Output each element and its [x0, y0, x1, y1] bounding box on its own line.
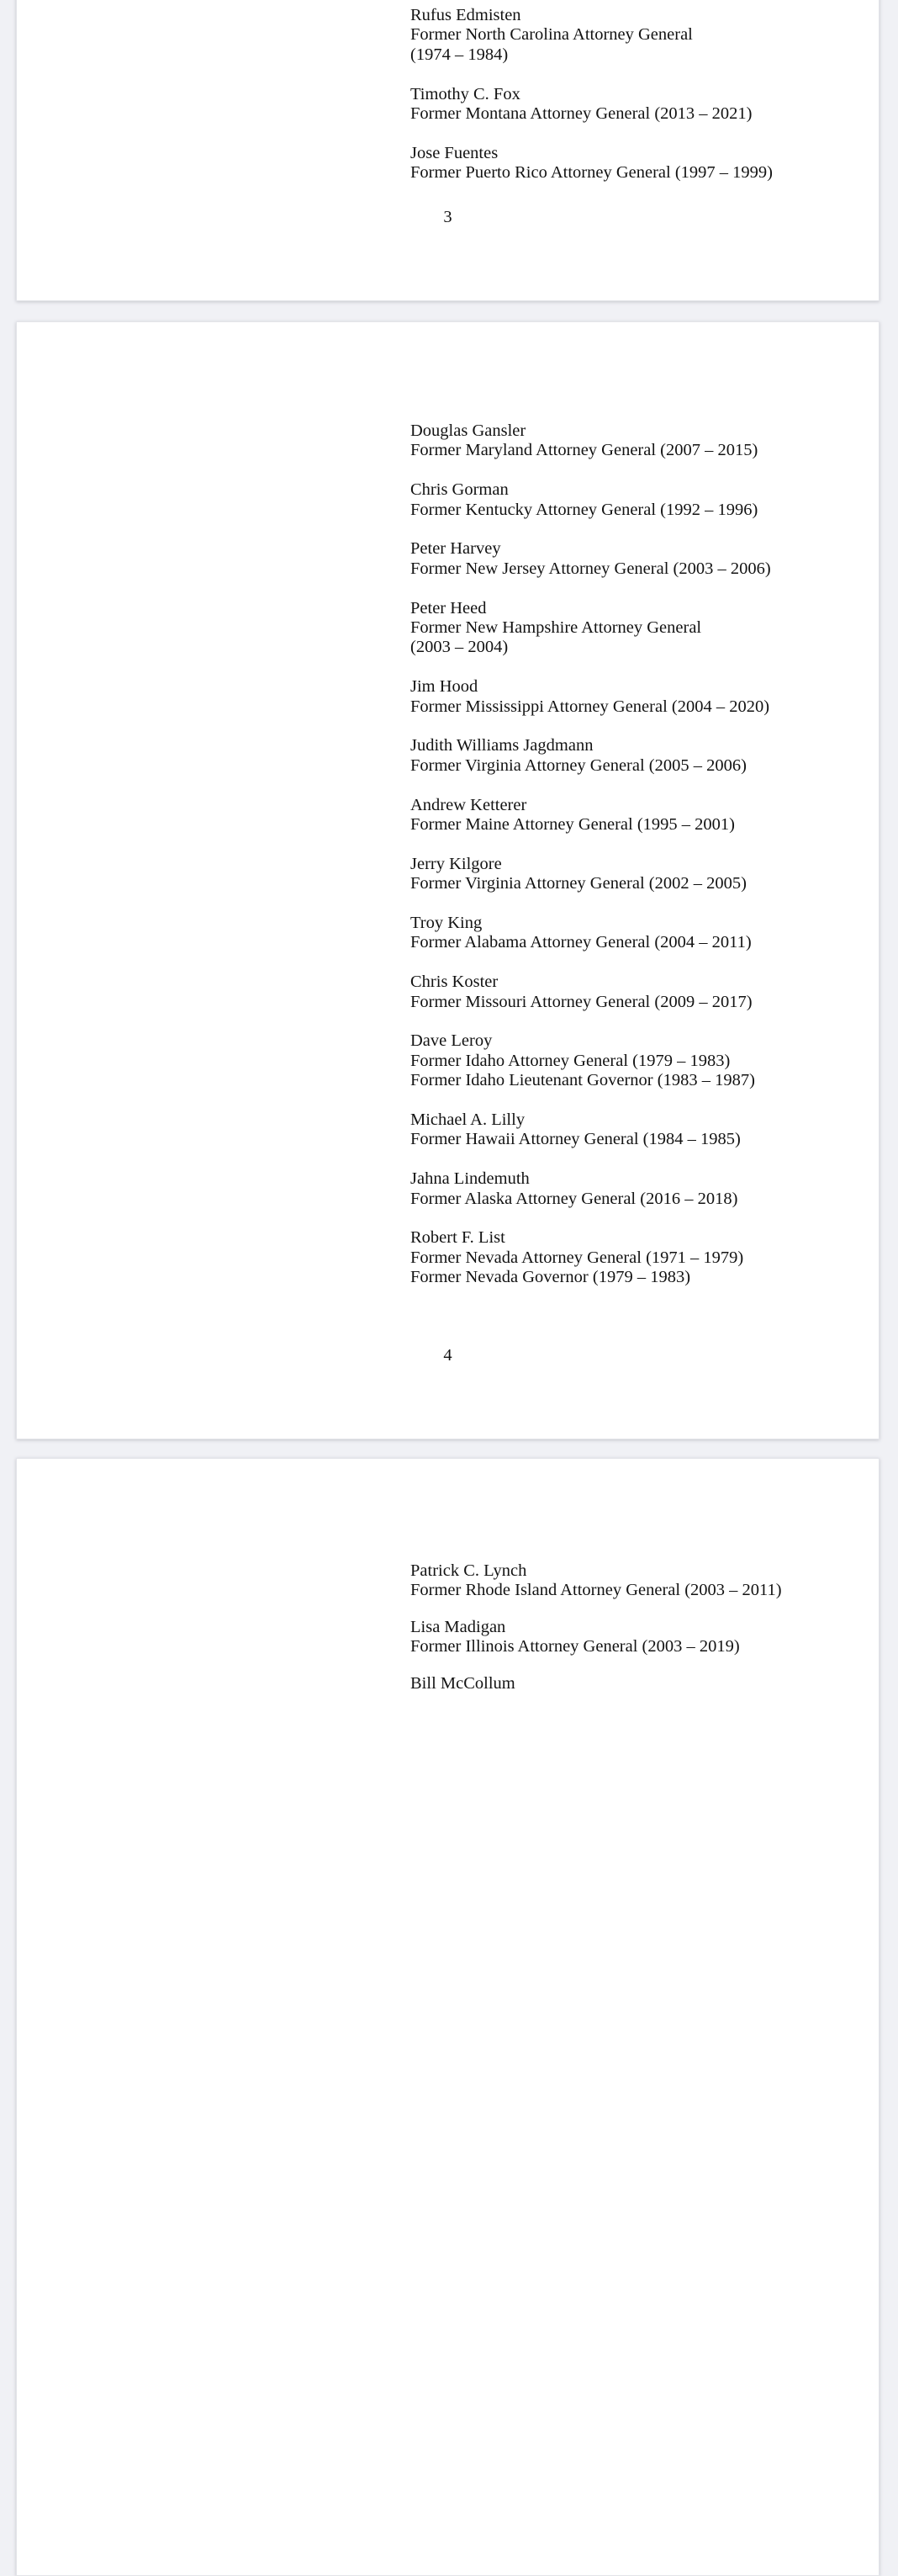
document-page-5: [16, 1458, 880, 2576]
person-entry: [410, 1618, 782, 1657]
person-name: Troy King: [410, 914, 483, 933]
page-5-entries: [410, 1561, 782, 1710]
person-name: Peter Heed: [410, 598, 487, 617]
person-entry: [410, 539, 771, 579]
person-entry: [410, 736, 771, 776]
person-title-line: Former Nevada Governor (1979 – 1983): [410, 1268, 691, 1287]
person-entry: [410, 1674, 782, 1693]
person-title-line: Former Hawaii Attorney General (1984 – 1985): [410, 1130, 741, 1149]
person-entry: [410, 144, 773, 183]
person-entry: [410, 421, 771, 461]
person-name: Chris Gorman: [410, 480, 509, 500]
person-entry: [410, 1169, 771, 1209]
person-title-line: Former Virginia Attorney General (2005 – 2006): [410, 755, 747, 775]
page-number: 3: [443, 208, 452, 226]
person-title-line: Former Maine Attorney General (1995 – 2001): [410, 815, 735, 835]
person-title-line: Former Rhode Island Attorney General (2003 – 2011): [410, 1581, 782, 1600]
person-name: Patrick C. Lynch: [410, 1561, 527, 1580]
person-title-line: (2003 – 2004): [410, 638, 509, 657]
person-entry: [410, 6, 773, 65]
person-title-line: Former Alabama Attorney General (2004 – 2011): [410, 933, 752, 952]
person-name: Jahna Lindemuth: [410, 1169, 530, 1189]
person-title-line: Former New Hampshire Attorney General: [410, 618, 702, 638]
page-4-entries: [410, 421, 771, 1307]
person-name: Chris Koster: [410, 973, 499, 992]
person-name: Rufus Edmisten: [410, 6, 521, 24]
person-title-line: Former Illinois Attorney General (2003 – 2019): [410, 1637, 740, 1656]
person-entry: [410, 480, 771, 520]
person-name: Douglas Gansler: [410, 421, 526, 440]
person-name: Lisa Madigan: [410, 1617, 506, 1636]
person-title-line: Former Idaho Attorney General (1979 – 1983): [410, 1051, 731, 1070]
person-entry: [410, 914, 771, 953]
person-title-line: Former Mississippi Attorney General (2004 – 2020): [410, 697, 770, 716]
person-entry: [410, 599, 771, 658]
person-title-line: Former Montana Attorney General (2013 – 2021): [410, 104, 753, 124]
person-name: Bill McCollum: [410, 1673, 515, 1693]
person-title-line: Former Alaska Attorney General (2016 – 2018): [410, 1189, 738, 1208]
person-title-line: Former Nevada Attorney General (1971 – 1979): [410, 1248, 744, 1267]
person-name: Dave Leroy: [410, 1031, 493, 1051]
person-name: Judith Williams Jagdmann: [410, 736, 594, 755]
person-entry: [410, 677, 771, 717]
person-title-line: (1974 – 1984): [410, 45, 509, 64]
document-page-3: [16, 0, 880, 301]
page-3-entries: [410, 6, 773, 203]
person-name: Michael A. Lilly: [410, 1110, 526, 1130]
page-number: 4: [443, 1346, 452, 1365]
person-name: Timothy C. Fox: [410, 84, 520, 103]
person-title-line: Former Maryland Attorney General (2007 – 2015): [410, 441, 758, 460]
person-title-line: Former Missouri Attorney General (2009 – 2017): [410, 992, 753, 1011]
person-title-line: Former Kentucky Attorney General (1992 – 1996): [410, 500, 758, 519]
person-entry: [410, 1031, 771, 1090]
person-name: Robert F. List: [410, 1228, 505, 1248]
person-entry: [410, 85, 773, 125]
person-entry: [410, 1561, 782, 1601]
person-name: Andrew Ketterer: [410, 795, 527, 814]
person-entry: [410, 855, 771, 894]
person-title-line: Former North Carolina Attorney General: [410, 25, 693, 45]
person-name: Jose Fuentes: [410, 143, 499, 162]
person-title-line: Former New Jersey Attorney General (2003 – 2006): [410, 559, 771, 578]
person-entry: [410, 973, 771, 1012]
person-entry: [410, 1228, 771, 1287]
person-entry: [410, 796, 771, 835]
document-page-4: [16, 321, 880, 1439]
person-entry: [410, 1110, 771, 1150]
person-title-line: Former Virginia Attorney General (2002 – 2005): [410, 874, 747, 893]
person-name: Jim Hood: [410, 677, 478, 697]
person-name: Jerry Kilgore: [410, 854, 502, 873]
person-name: Peter Harvey: [410, 539, 501, 559]
person-title-line: Former Idaho Lieutenant Governor (1983 – 1987): [410, 1071, 755, 1090]
person-title-line: Former Puerto Rico Attorney General (1997 – 1999): [410, 163, 773, 183]
